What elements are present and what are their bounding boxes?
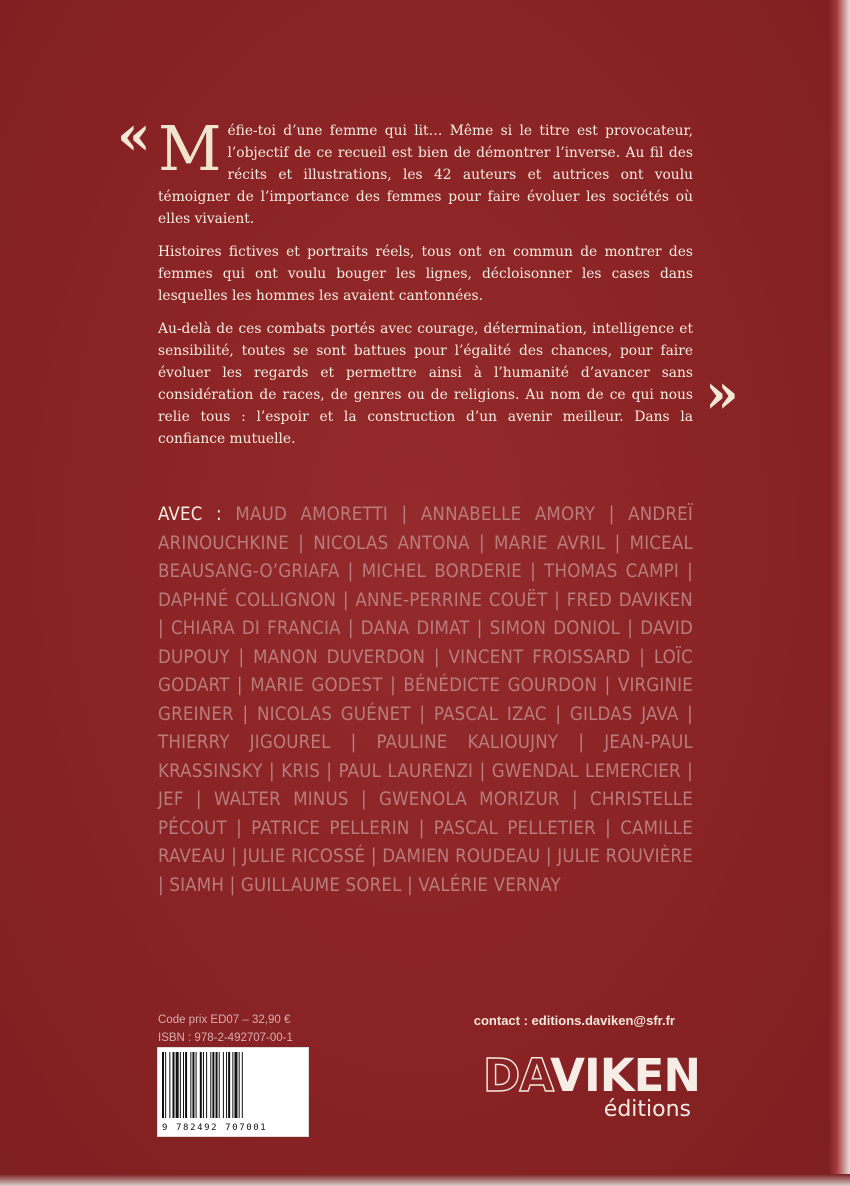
contributor-separator: | bbox=[342, 589, 349, 611]
contributor-separator: | bbox=[238, 646, 245, 668]
blurb-paragraph-3: Au-delà de ces combats portés avec courage, détermination, intelligence et sensibilité, toutes se sont battues pour l’égalité des chances, pour faire évoluer les regards et permettre ainsi à l’humanité d’avancer sans considération de races, de genres ou de religions. Au nom de ce qui nous relie tous : l’espoir et la construction d’un avenir meilleur. Dans la confiance mutuelle. bbox=[158, 321, 693, 447]
barcode-digits: 9 782492 707001 bbox=[162, 1123, 268, 1133]
barcode-bar bbox=[180, 1052, 181, 1118]
logo-wordmark bbox=[483, 1049, 700, 1102]
opening-quote-mark: « bbox=[117, 103, 151, 167]
barcode-bar bbox=[206, 1052, 207, 1118]
contributor-name: MICEAL BEAUSANG-O’GRIAFA bbox=[158, 532, 693, 582]
contributor-list bbox=[158, 501, 693, 900]
contributor-name: CHIARA DI FRANCIA bbox=[170, 618, 341, 639]
contributor-separator: | bbox=[347, 561, 354, 582]
contributor-separator: | bbox=[578, 732, 585, 753]
barcode-bar bbox=[223, 1052, 224, 1118]
contact-email: contact : editions.daviken@sfr.fr bbox=[473, 1013, 675, 1028]
contributor-name: WALTER MINUS bbox=[213, 789, 349, 810]
blurb-paragraph-1 bbox=[158, 112, 693, 230]
contributor-separator: | bbox=[476, 618, 483, 639]
contributor-name: GWENOLA MORIZUR bbox=[379, 789, 560, 810]
contributor-separator: | bbox=[407, 874, 413, 896]
barcode-bar bbox=[210, 1052, 211, 1118]
contributor-name: MANON DUVERDON bbox=[253, 646, 426, 668]
barcode-bar bbox=[162, 1052, 164, 1118]
contributor-name: MARIE GODEST bbox=[250, 675, 383, 696]
logo-subtitle: éditions bbox=[603, 1097, 691, 1122]
contributor-separator: | bbox=[418, 817, 425, 839]
contributor-separator: | bbox=[370, 846, 377, 867]
contributor-separator: | bbox=[433, 646, 440, 668]
isbn: ISBN : 978-2-492707-00-1 bbox=[158, 1032, 293, 1044]
contributor-separator: | bbox=[269, 760, 275, 782]
barcode-bar bbox=[226, 1052, 227, 1118]
contributor-name: LOÏC GODART bbox=[158, 646, 693, 696]
contributor-separator: | bbox=[298, 532, 304, 554]
blurb-paragraph-1-text: éfie-toi d’une femme qui lit… Même si le titre est provocateur, l’objectif de ce recueil est bien de démontrer l’inverse. Au fil des récits et illustrations, les 42 auteurs et autrices ont voulu témoigner de l’importance des femmes pour faire évoluer les sociétés où elles vivaient. bbox=[158, 123, 693, 227]
contributor-name: VALÉRIE VERNAY bbox=[418, 874, 561, 896]
page-edge bbox=[828, 0, 850, 1186]
contributor-name: GILDAS JAVA bbox=[569, 703, 679, 725]
barcode-bar bbox=[183, 1052, 184, 1118]
contributor-separator: | bbox=[390, 675, 396, 696]
barcode-bar bbox=[173, 1052, 175, 1118]
barcode-bar bbox=[228, 1052, 230, 1118]
contributor-name: GWENDAL LEMERCIER bbox=[491, 760, 681, 782]
contributor-name: VINCENT FROISSARD bbox=[448, 646, 631, 668]
contributor-name: SIAMH bbox=[169, 874, 225, 896]
contributor-separator: | bbox=[236, 817, 242, 839]
contributor-separator: | bbox=[554, 589, 560, 611]
contributor-separator: | bbox=[639, 646, 646, 668]
logo-da: DA bbox=[483, 1049, 551, 1102]
contributor-separator: | bbox=[236, 675, 243, 696]
contributor-separator: | bbox=[242, 703, 249, 725]
contributor-label: AVEC : bbox=[158, 504, 222, 525]
contributor-name: PATRICE PELLERIN bbox=[251, 817, 410, 839]
contributor-separator: | bbox=[605, 817, 611, 839]
barcode-bar bbox=[219, 1052, 220, 1118]
contributor-separator: | bbox=[231, 846, 238, 867]
barcode-bar bbox=[203, 1052, 204, 1118]
barcode-bar bbox=[216, 1052, 218, 1118]
contributor-separator: | bbox=[478, 532, 485, 554]
contributor-name: SIMON DONIOL bbox=[489, 618, 621, 639]
publisher-logo bbox=[483, 1049, 700, 1132]
barcode-bars bbox=[162, 1052, 304, 1118]
contributor-name: ANDREÏ ARINOUCHKINE bbox=[158, 504, 693, 554]
contributor-name: JEAN-PAUL KRASSINSKY bbox=[158, 732, 693, 782]
barcode-bar bbox=[190, 1052, 191, 1118]
contributor-name: DAVID DUPOUY bbox=[158, 618, 693, 668]
contributor-separator: | bbox=[401, 504, 408, 525]
price-code: Code prix ED07 – 32,90 € bbox=[158, 1014, 291, 1026]
contributor-name: DAPHNÉ COLLIGNON bbox=[158, 589, 337, 611]
contributor-name: PAUL LAURENZI bbox=[338, 760, 474, 782]
barcode-bar bbox=[165, 1052, 166, 1118]
barcode-bar bbox=[192, 1052, 194, 1118]
blurb-paragraph-2: Histoires fictives et portraits réels, tous ont en commun de montrer des femmes qui ont voulu bouger les lignes, décloisonner les cases dans lesquelles les hommes les avaient cantonnées. bbox=[158, 244, 693, 304]
contributor-name: JEF bbox=[158, 789, 184, 810]
contributor-separator: | bbox=[608, 504, 615, 525]
logo-viken: VIKEN bbox=[550, 1049, 700, 1102]
barcode-bar bbox=[232, 1052, 233, 1118]
contributor-separator: | bbox=[530, 561, 536, 582]
pricing-info bbox=[158, 1011, 293, 1047]
contributor-name: MICHEL BORDERIE bbox=[361, 561, 522, 582]
contributor-name: PASCAL IZAC bbox=[433, 703, 547, 725]
barcode-bar bbox=[169, 1052, 170, 1118]
contributor-name: THIERRY JIGOUREL bbox=[158, 732, 331, 753]
blurb bbox=[158, 112, 693, 461]
contributor-separator: | bbox=[555, 703, 562, 725]
contributor-name: ANNE-PERRINE COUËT bbox=[355, 589, 548, 611]
contributor-name: BÉNÉDICTE GOURDON bbox=[403, 675, 598, 696]
contributor-separator: | bbox=[614, 532, 621, 554]
contributor-name: FRED DAVIKEN bbox=[566, 589, 693, 611]
contributor-name: MAUD AMORETTI bbox=[235, 504, 388, 525]
barcode-bar bbox=[196, 1052, 197, 1118]
contributor-name: PAULINE KALIOUJNY bbox=[376, 732, 559, 753]
contributor-name: NICOLAS ANTONA bbox=[313, 532, 470, 554]
contributor-separator: | bbox=[158, 618, 164, 639]
barcode-bar bbox=[212, 1052, 214, 1118]
contributor-separator: | bbox=[687, 760, 693, 782]
contributor-separator: | bbox=[604, 675, 611, 696]
contributor-name: MARIE AVRIL bbox=[494, 532, 606, 554]
dropcap: M bbox=[158, 112, 222, 185]
contributor-name: CHRISTELLE PÉCOUT bbox=[158, 789, 693, 839]
bottom-edge bbox=[0, 1174, 850, 1186]
contributor-name: CAMILLE RAVEAU bbox=[158, 817, 693, 867]
contributor-separator: | bbox=[687, 703, 693, 725]
contributor-separator: | bbox=[360, 789, 367, 810]
contributor-separator: | bbox=[326, 760, 333, 782]
contributor-separator: | bbox=[627, 618, 634, 639]
contributor-separator: | bbox=[350, 732, 357, 753]
contributor-name: DANA DIMAT bbox=[360, 618, 470, 639]
contributor-name: VIRGINIE GREINER bbox=[158, 675, 693, 725]
contributor-separator: | bbox=[419, 703, 426, 725]
contributor-separator: | bbox=[195, 789, 202, 810]
barcode-bar bbox=[176, 1052, 179, 1118]
closing-quote-mark: » bbox=[705, 361, 739, 425]
contributor-name: NICOLAS GUÉNET bbox=[257, 703, 411, 725]
barcode-bar bbox=[239, 1052, 240, 1118]
barcode bbox=[157, 1047, 309, 1137]
barcode-bar bbox=[200, 1052, 202, 1118]
barcode-bar bbox=[242, 1052, 243, 1118]
contributor-separator: | bbox=[545, 846, 552, 867]
contributor-name: GUILLAUME SOREL bbox=[240, 874, 402, 896]
contributor-separator: | bbox=[229, 874, 236, 896]
contributor-separator: | bbox=[479, 760, 486, 782]
contributor-name: JULIE ROUVIÈRE bbox=[557, 846, 693, 867]
contributor-separator: | bbox=[347, 618, 354, 639]
contributor-name: PASCAL PELLETIER bbox=[433, 817, 596, 839]
contributor-name: DAMIEN ROUDEAU bbox=[382, 846, 541, 867]
contributor-separator: | bbox=[158, 874, 164, 896]
contributor-name: KRIS bbox=[281, 760, 320, 782]
barcode-bar bbox=[234, 1052, 237, 1118]
contributor-name: ANNABELLE AMORY bbox=[420, 504, 596, 525]
barcode-bar bbox=[185, 1052, 187, 1118]
contributor-separator: | bbox=[687, 561, 693, 582]
contributor-separator: | bbox=[571, 789, 578, 810]
contributor-name: THOMAS CAMPI bbox=[544, 561, 679, 582]
contributor-name: JULIE RICOSSÉ bbox=[242, 846, 366, 867]
